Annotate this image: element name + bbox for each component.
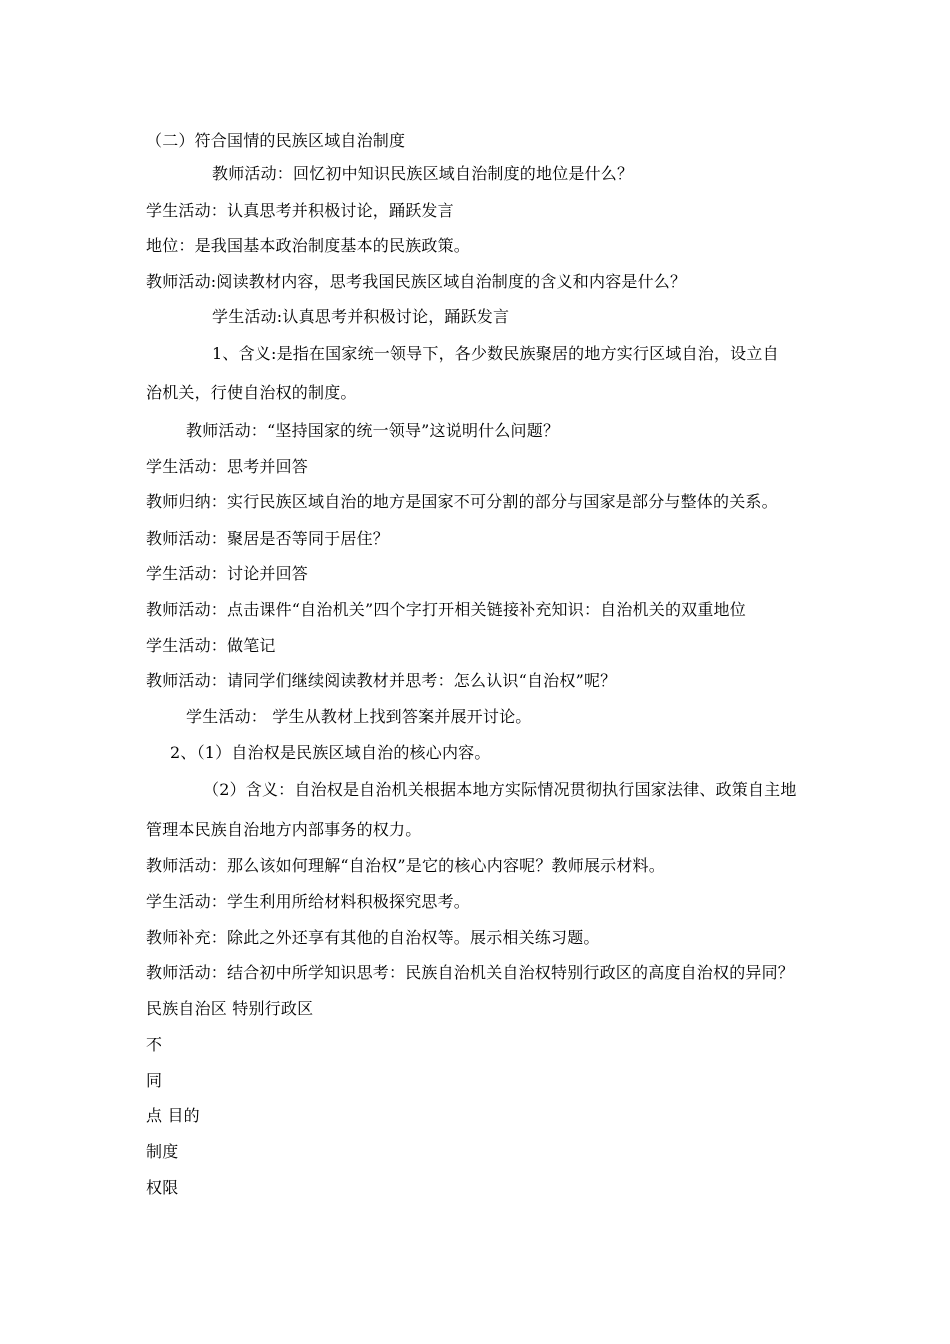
text-line: 管理本民族自治地方内部事务的权力。 [146,820,422,839]
table-row-label: 制度 [146,1142,179,1161]
text-line: 1、含义:是指在国家统一领导下，各少数民族聚居的地方实行区域自治，设立自 [212,344,779,363]
section-heading: （二）符合国情的民族区域自治制度 [146,131,406,150]
text-line: 教师活动：那么该如何理解“自治权”是它的核心内容呢？教师展示材料。 [146,856,665,875]
text-line: 学生活动：思考并回答 [146,457,309,476]
text-line: 学生活动：讨论并回答 [146,564,309,583]
text-line: 学生活动：做笔记 [146,636,276,655]
text-line: 教师补充：除此之外还享有其他的自治权等。展示相关练习题。 [146,928,600,947]
text-line: 教师活动：聚居是否等同于居住？ [146,529,390,548]
text-line: 教师活动：结合初中所学知识思考：民族自治机关自治权特别行政区的高度自治权的异同？ [146,963,795,982]
text-line: 地位：是我国基本政治制度基本的民族政策。 [146,236,471,255]
text-line: 教师活动：点击课件“自治机关”四个字打开相关链接补充知识：自治机关的双重地位 [146,600,746,619]
table-row-label: 不 [146,1035,163,1054]
text-line: 2、（1）自治权是民族区域自治的核心内容。 [170,743,491,762]
table-row-label: 权限 [146,1178,179,1197]
text-line: 教师活动：“坚持国家的统一领导”这说明什么问题？ [186,421,560,440]
text-line: 学生活动： 学生从教材上找到答案并展开讨论。 [186,707,532,726]
text-line: 教师归纳：实行民族区域自治的地方是国家不可分割的部分与国家是部分与整体的关系。 [146,492,778,511]
text-line: 学生活动:认真思考并积极讨论，踊跃发言 [212,307,510,326]
table-header-line: 民族自治区 特别行政区 [146,999,314,1018]
text-line: 学生活动：学生利用所给材料积极探究思考。 [146,892,471,911]
table-row-label: 点 目的 [146,1106,200,1125]
table-row-label: 同 [146,1071,163,1090]
text-line: 治机关，行使自治权的制度。 [146,383,357,402]
text-line: 教师活动:阅读教材内容，思考我国民族区域自治制度的含义和内容是什么？ [146,272,687,291]
text-line: 教师活动：回忆初中知识民族区域自治制度的地位是什么？ [212,164,634,183]
text-line: 学生活动：认真思考并积极讨论，踊跃发言 [146,201,454,220]
text-line: （2）含义：自治权是自治机关根据本地方实际情况贯彻执行国家法律、政策自主地 [203,780,797,799]
text-line: 教师活动：请同学们继续阅读教材并思考：怎么认识“自治权”呢？ [146,671,617,690]
